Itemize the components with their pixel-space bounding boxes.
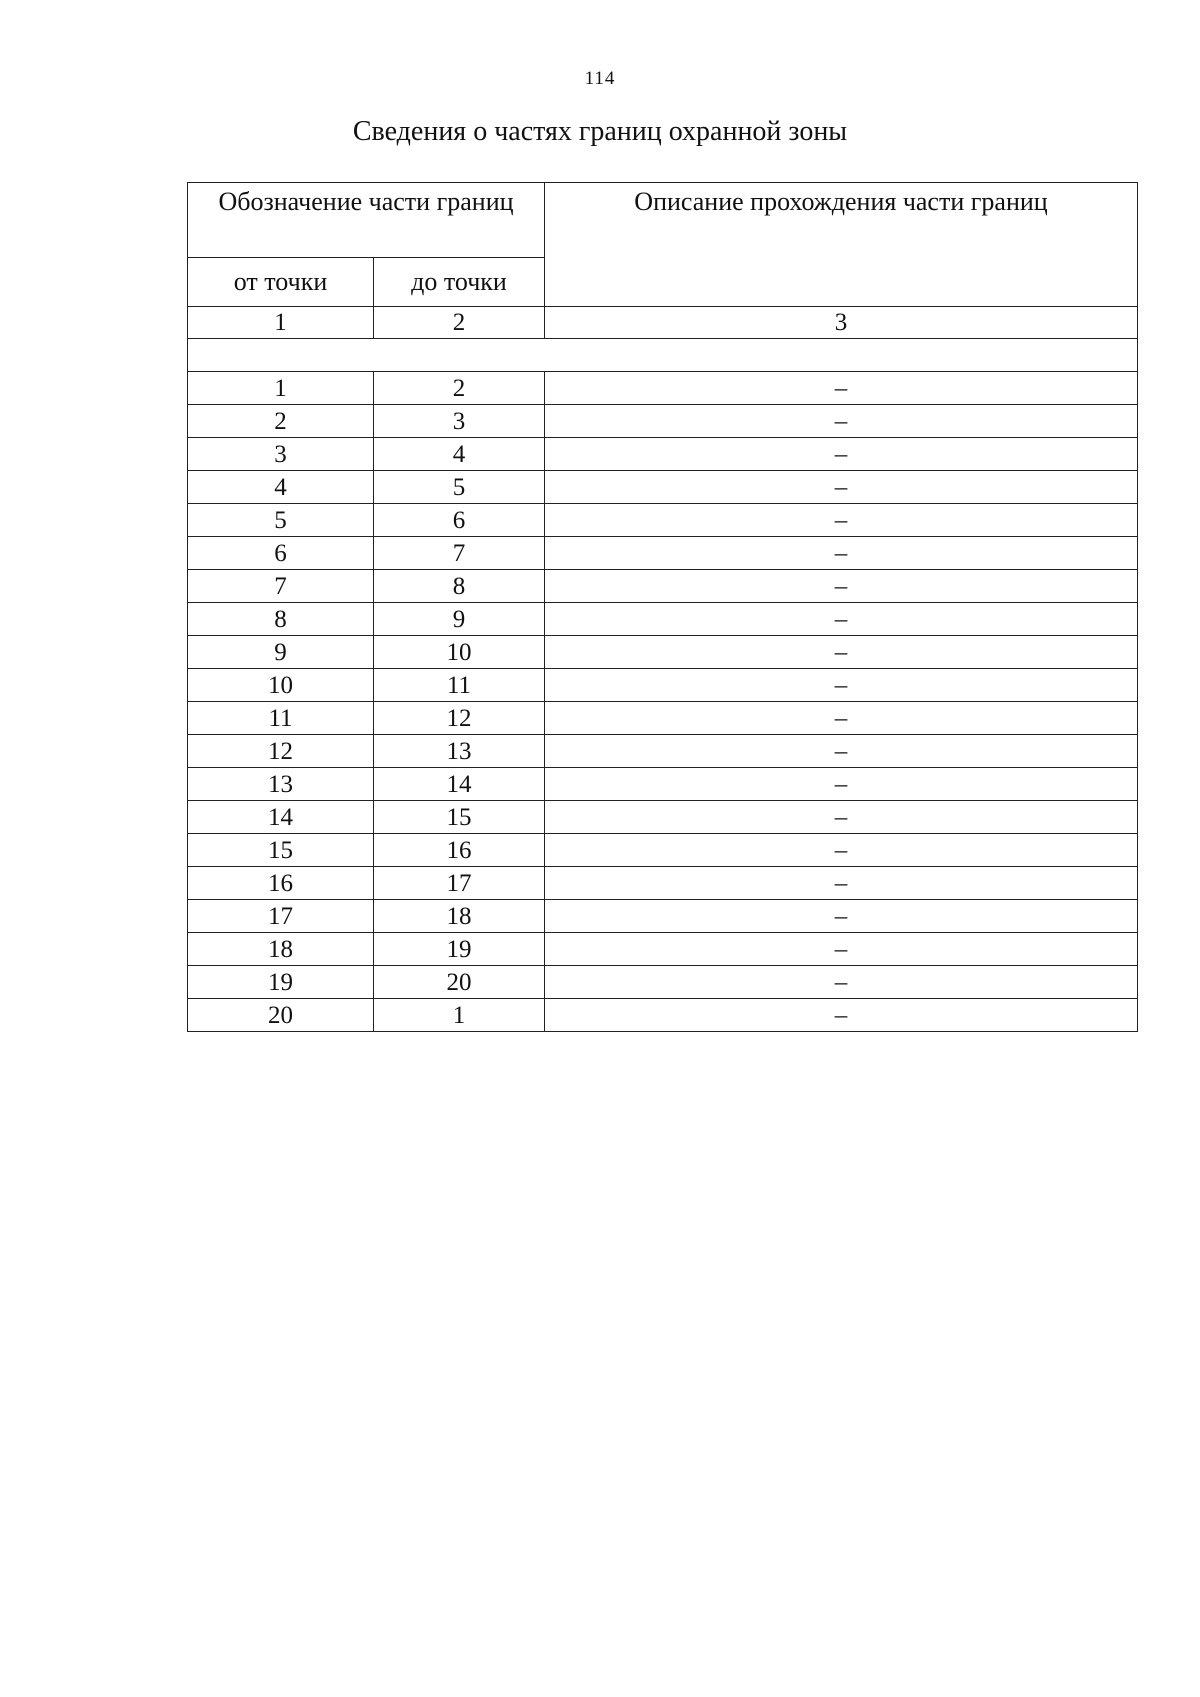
from-point-cell: 6 xyxy=(188,537,374,570)
description-cell: – xyxy=(545,801,1138,834)
description-cell: – xyxy=(545,372,1138,405)
page-title: Сведения о частях границ охранной зоны xyxy=(352,116,848,147)
boundary-parts-table xyxy=(187,182,1138,1032)
table-row xyxy=(188,867,1138,900)
description-cell: – xyxy=(545,999,1138,1032)
column-number: 1 xyxy=(188,307,374,339)
to-point-cell: 16 xyxy=(374,834,545,867)
empty-section-cell xyxy=(188,339,1138,372)
from-point-cell: 20 xyxy=(188,999,374,1032)
description-cell: – xyxy=(545,966,1138,999)
to-point-cell: 13 xyxy=(374,735,545,768)
description-cell: – xyxy=(545,867,1138,900)
table-row xyxy=(188,636,1138,669)
description-cell: – xyxy=(545,636,1138,669)
to-point-cell: 6 xyxy=(374,504,545,537)
table-row xyxy=(188,372,1138,405)
table-row xyxy=(188,768,1138,801)
to-point-cell: 5 xyxy=(374,471,545,504)
empty-section-row xyxy=(188,339,1138,372)
to-point-cell: 4 xyxy=(374,438,545,471)
column-number-row xyxy=(188,307,1138,339)
header-to-point: до точки xyxy=(374,258,545,307)
description-cell: – xyxy=(545,768,1138,801)
from-point-cell: 2 xyxy=(188,405,374,438)
table-row xyxy=(188,603,1138,636)
description-cell: – xyxy=(545,735,1138,768)
table-row xyxy=(188,405,1138,438)
to-point-cell: 7 xyxy=(374,537,545,570)
table-row xyxy=(188,801,1138,834)
table-body xyxy=(188,183,1138,1032)
description-cell: – xyxy=(545,504,1138,537)
from-point-cell: 14 xyxy=(188,801,374,834)
table-row xyxy=(188,900,1138,933)
description-cell: – xyxy=(545,405,1138,438)
from-point-cell: 19 xyxy=(188,966,374,999)
to-point-cell: 8 xyxy=(374,570,545,603)
from-point-cell: 17 xyxy=(188,900,374,933)
to-point-cell: 14 xyxy=(374,768,545,801)
from-point-cell: 10 xyxy=(188,669,374,702)
column-number: 3 xyxy=(545,307,1138,339)
from-point-cell: 18 xyxy=(188,933,374,966)
from-point-cell: 12 xyxy=(188,735,374,768)
from-point-cell: 7 xyxy=(188,570,374,603)
description-cell: – xyxy=(545,702,1138,735)
table-row xyxy=(188,471,1138,504)
table-row xyxy=(188,702,1138,735)
page-number: 114 xyxy=(584,68,616,89)
to-point-cell: 10 xyxy=(374,636,545,669)
table-row xyxy=(188,933,1138,966)
from-point-cell: 5 xyxy=(188,504,374,537)
table-row xyxy=(188,966,1138,999)
table-row xyxy=(188,735,1138,768)
column-number: 2 xyxy=(374,307,545,339)
table-row xyxy=(188,537,1138,570)
to-point-cell: 12 xyxy=(374,702,545,735)
description-cell: – xyxy=(545,834,1138,867)
table-row xyxy=(188,669,1138,702)
to-point-cell: 2 xyxy=(374,372,545,405)
to-point-cell: 15 xyxy=(374,801,545,834)
description-cell: – xyxy=(545,669,1138,702)
description-cell: – xyxy=(545,438,1138,471)
table-row xyxy=(188,570,1138,603)
header-boundary-designation: Обозначение части границ xyxy=(188,183,545,258)
from-point-cell: 1 xyxy=(188,372,374,405)
table-row xyxy=(188,504,1138,537)
from-point-cell: 3 xyxy=(188,438,374,471)
description-cell: – xyxy=(545,900,1138,933)
header-row xyxy=(188,183,1138,258)
to-point-cell: 11 xyxy=(374,669,545,702)
from-point-cell: 15 xyxy=(188,834,374,867)
from-point-cell: 4 xyxy=(188,471,374,504)
to-point-cell: 20 xyxy=(374,966,545,999)
header-boundary-description: Описание прохождения части границ xyxy=(545,183,1138,307)
table-row xyxy=(188,999,1138,1032)
table-row xyxy=(188,438,1138,471)
description-cell: – xyxy=(545,537,1138,570)
to-point-cell: 18 xyxy=(374,900,545,933)
from-point-cell: 16 xyxy=(188,867,374,900)
header-from-point: от точки xyxy=(188,258,374,307)
description-cell: – xyxy=(545,471,1138,504)
description-cell: – xyxy=(545,570,1138,603)
from-point-cell: 11 xyxy=(188,702,374,735)
to-point-cell: 1 xyxy=(374,999,545,1032)
to-point-cell: 17 xyxy=(374,867,545,900)
description-cell: – xyxy=(545,933,1138,966)
from-point-cell: 9 xyxy=(188,636,374,669)
description-cell: – xyxy=(545,603,1138,636)
to-point-cell: 3 xyxy=(374,405,545,438)
to-point-cell: 19 xyxy=(374,933,545,966)
to-point-cell: 9 xyxy=(374,603,545,636)
from-point-cell: 8 xyxy=(188,603,374,636)
table-row xyxy=(188,834,1138,867)
from-point-cell: 13 xyxy=(188,768,374,801)
